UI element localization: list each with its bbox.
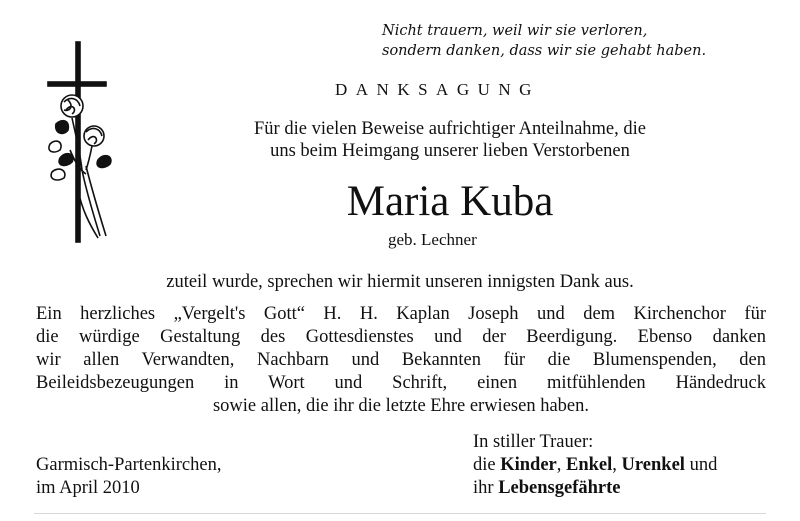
mourners-separator: , (556, 455, 562, 475)
mourners-prefix: die (473, 455, 496, 475)
mourner-children: Kinder (500, 455, 557, 475)
mourners-conjunction: und (689, 455, 718, 475)
place: Garmisch-Partenkirchen, (36, 455, 222, 475)
paragraph-line: wir allen Verwandten, Nachbarn und Bekannten für die Blumenspenden, den (36, 350, 766, 370)
mourners-line-2 (473, 477, 717, 500)
deceased-name: Maria Kuba (346, 178, 554, 225)
paragraph-line: Ein herzliches „Vergelt's Gott“ H. H. Kaplan Joseph und dem Kirchenchor für (36, 304, 766, 324)
motto-line-2: sondern danken, dass wir sie gehabt haben. (382, 43, 707, 59)
mourner-great-grandchildren: Urenkel (621, 455, 685, 475)
acknowledgement-paragraph (36, 303, 766, 418)
bottom-divider (34, 513, 766, 514)
place-and-date (36, 454, 221, 500)
notice-title: DANKSAGUNG (335, 80, 540, 99)
mourners-heading: In stiller Trauer: (473, 432, 594, 452)
paragraph-line: sowie allen, die ihr die letzte Ehre erwiesen haben. (212, 396, 589, 416)
mourners-separator: , (612, 455, 617, 475)
mourners-line-1 (473, 454, 717, 477)
intro-text (170, 118, 730, 162)
mourner-partner: Lebensgefährte (498, 478, 621, 498)
partner-prefix: ihr (473, 478, 494, 498)
date: im April 2010 (36, 478, 140, 498)
intro-line-1: Für die vielen Beweise aufrichtiger Anteilnahme, die (254, 119, 646, 139)
mourner-grandchildren: Enkel (566, 455, 613, 475)
motto-quote (382, 21, 762, 61)
thanks-line: zuteil wurde, sprechen wir hiermit unseren innigsten Dank aus. (166, 272, 634, 292)
cross-with-roses-icon (42, 40, 118, 246)
motto-line-1: Nicht trauern, weil wir sie verloren, (382, 23, 648, 39)
paragraph-line: Beileidsbezeugungen in Wort und Schrift, einen mitfühlenden Händedruck (36, 373, 766, 393)
mourners-block (473, 431, 717, 500)
birth-name: geb. Lechner (388, 230, 477, 249)
paragraph-line: die würdige Gestaltung des Gottesdienstes und der Beerdigung. Ebenso danken (36, 327, 766, 347)
intro-line-2: uns beim Heimgang unserer lieben Verstorbenen (270, 141, 630, 161)
